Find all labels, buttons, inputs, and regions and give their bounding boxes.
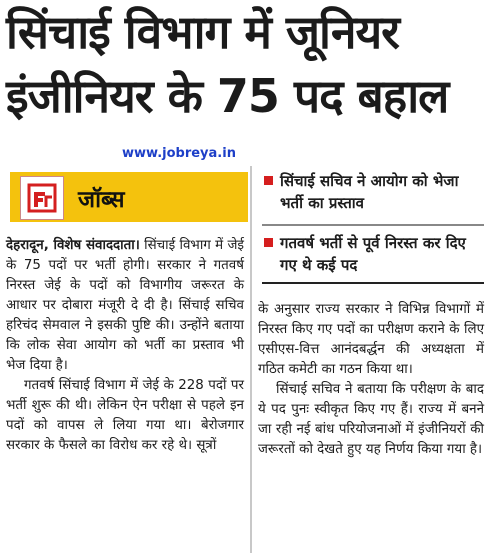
highlight-point-text: गतवर्ष भर्ती से पूर्व निरस्त कर दिए गए थे कई पद [280, 234, 466, 274]
article-column-right [258, 300, 484, 460]
jobs-logo-icon [20, 176, 64, 220]
dateline: देहरादून, विशेष संवाददाता। [6, 238, 140, 253]
article-paragraph: के अनुसार राज्य सरकार ने विभिन्न विभागों में निरस्त किए गए पदों का परीक्षण कराने के लिए एसीएस-वित्त आनंदबर्द्धन की अध्यक्षता में गठित कमेटी का गठन किया था। [258, 302, 484, 377]
points-bottom-rule [262, 282, 484, 284]
bullet-square-icon [264, 176, 273, 185]
headline-line-1: सिंचाई विभाग में जूनियर [6, 5, 399, 59]
website-watermark: www.jobreya.in [122, 146, 236, 161]
article-text: सिंचाई विभाग में जेई के 75 पदों पर भर्ती होगी। सरकार ने गतवर्ष निरस्त जेई के पदों को विभागीय जरूरत के आधार पर दोबारा मंजूरी दे दी है। सिंचाई सचिव हरिचंद सेमवाल ने इसकी पुष्टि की। उन्होंने बताया कि लोक सेवा आयोग को भर्ती का प्रस्ताव भी भेज दिया है। [6, 238, 244, 373]
column-divider [250, 166, 252, 553]
article-paragraph [6, 236, 244, 376]
article-paragraph: सिंचाई सचिव ने बताया कि परीक्षण के बाद ये पद पुनः स्वीकृत किए गए हैं। राज्य में बनने जा रही नई बांध परियोजनाओं में इंजीनियरों की जरूरतों को देखते हुए यह निर्णय किया गया है। [258, 382, 484, 457]
article-column-left [6, 236, 244, 456]
headline-line-2: इंजीनियर के 75 पद बहाल [6, 69, 449, 123]
article-paragraph: गतवर्ष सिंचाई विभाग में जेई के 228 पदों पर भर्ती शुरू की थी। लेकिन ऐन परीक्षा से पहले इन पदों को वापस ले लिया गया था। बेरोजगार सरकार के फैसले का विरोध कर रहे थे। सूत्रों [6, 378, 244, 453]
jobs-badge [10, 172, 248, 222]
highlight-point-text: सिंचाई सचिव ने आयोग को भेजा भर्ती का प्रस्ताव [280, 172, 459, 212]
points-separator [262, 224, 484, 226]
bullet-square-icon [264, 238, 273, 247]
jobs-badge-label: जॉब्स [78, 187, 125, 213]
